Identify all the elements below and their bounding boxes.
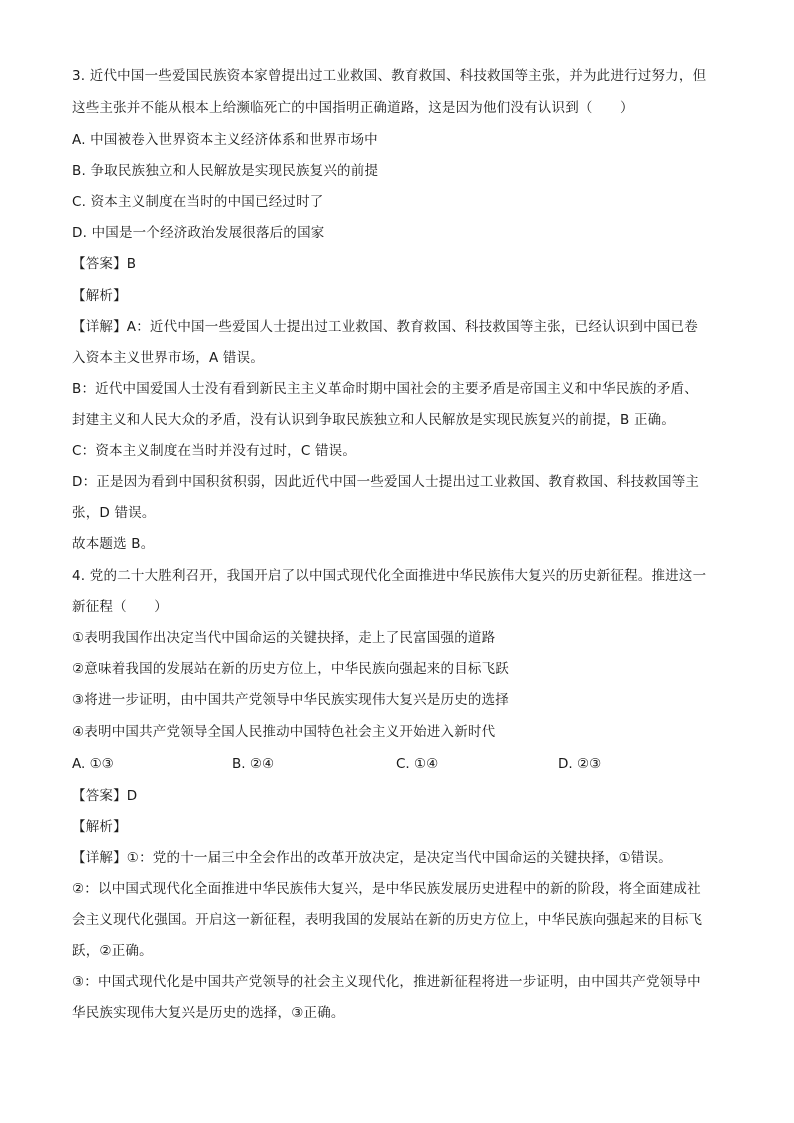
q3-option-a: A. 中国被卷入世界资本主义经济体系和世界市场中 bbox=[72, 132, 378, 148]
q4-statement-4: ④表明中国共产党领导全国人民推动中国特色社会主义开始进入新时代 bbox=[72, 724, 496, 740]
q3-option-b: B. 争取民族独立和人民解放是实现民族复兴的前提 bbox=[72, 163, 379, 179]
q4-detail-3-line-2: 华民族实现伟大复兴是历史的选择，③正确。 bbox=[72, 1005, 345, 1021]
q4-detail-2-line-1: ②：以中国式现代化全面推进中华民族伟大复兴，是中华民族发展历史进程中的新的阶段，将全面建成社 bbox=[72, 881, 701, 897]
q4-stem-line-1: 4. 党的二十大胜利召开，我国开启了以中国式现代化全面推进中华民族伟大复兴的历史新征程。推进这一 bbox=[72, 568, 707, 584]
q4-statement-2: ②意味着我国的发展站在新的历史方位上，中华民族向强起来的目标飞跃 bbox=[72, 661, 510, 677]
q4-statement-3: ③将进一步证明，由中国共产党领导中华民族实现伟大复兴是历史的选择 bbox=[72, 692, 510, 708]
q3-detail-d-line-2: 张，D 错误。 bbox=[72, 505, 156, 521]
q4-statement-1: ①表明我国作出决定当代中国命运的关键抉择，走上了民富国强的道路 bbox=[72, 630, 496, 646]
q3-detail-a-line-1: 【详解】A：近代中国一些爱国人士提出过工业救国、教育救国、科技救国等主张，已经认识到中国已卷 bbox=[72, 319, 698, 335]
q4-choice-a: A. ①③ bbox=[72, 756, 114, 772]
q3-detail-a-line-2: 入资本主义世界市场，A 错误。 bbox=[72, 350, 265, 366]
q3-answer: 【答案】B bbox=[72, 256, 137, 272]
q3-conclusion: 故本题选 B。 bbox=[72, 536, 155, 552]
q3-option-d: D. 中国是一个经济政治发展很落后的国家 bbox=[72, 225, 325, 241]
q4-choice-c: C. ①④ bbox=[396, 756, 439, 772]
q4-choice-d: D. ②③ bbox=[558, 756, 602, 772]
q4-detail-2-line-3: 跃，②正确。 bbox=[72, 943, 153, 959]
q3-analysis-label: 【解析】 bbox=[72, 288, 127, 304]
q3-stem-line-2: 这些主张并不能从根本上给濒临死亡的中国指明正确道路，这是因为他们没有认识到（ ） bbox=[72, 100, 634, 116]
q4-answer: 【答案】D bbox=[72, 788, 138, 804]
q3-option-c: C. 资本主义制度在当时的中国已经过时了 bbox=[72, 194, 324, 210]
q4-stem-line-2: 新征程（ ） bbox=[72, 599, 168, 615]
q4-detail-2-line-2: 会主义现代化强国。开启这一新征程，表明我国的发展站在新的历史方位上，中华民族向强起来的目标飞 bbox=[72, 912, 703, 928]
q4-detail-1: 【详解】①：党的十一届三中全会作出的改革开放决定，是决定当代中国命运的关键抉择，①错误。 bbox=[72, 850, 673, 866]
q4-choice-b: B. ②④ bbox=[232, 756, 275, 772]
q4-detail-3-line-1: ③：中国式现代化是中国共产党领导的社会主义现代化，推进新征程将进一步证明，由中国共产党领导中 bbox=[72, 974, 701, 990]
q3-detail-b-line-1: B：近代中国爱国人士没有看到新民主主义革命时期中国社会的主要矛盾是帝国主义和中华民族的矛盾、 bbox=[72, 381, 698, 397]
q3-detail-c: C：资本主义制度在当时并没有过时，C 错误。 bbox=[72, 443, 357, 459]
q3-detail-b-line-2: 封建主义和人民大众的矛盾，没有认识到争取民族独立和人民解放是实现民族复兴的前提，B 正确。 bbox=[72, 412, 676, 428]
q4-analysis-label: 【解析】 bbox=[72, 819, 127, 835]
q3-detail-d-line-1: D：正是因为看到中国积贫积弱，因此近代中国一些爱国人士提出过工业救国、教育救国、科技救国等主 bbox=[72, 474, 700, 490]
q3-stem-line-1: 3. 近代中国一些爱国民族资本家曾提出过工业救国、教育救国、科技救国等主张，并为此进行过努力，但 bbox=[72, 68, 707, 84]
